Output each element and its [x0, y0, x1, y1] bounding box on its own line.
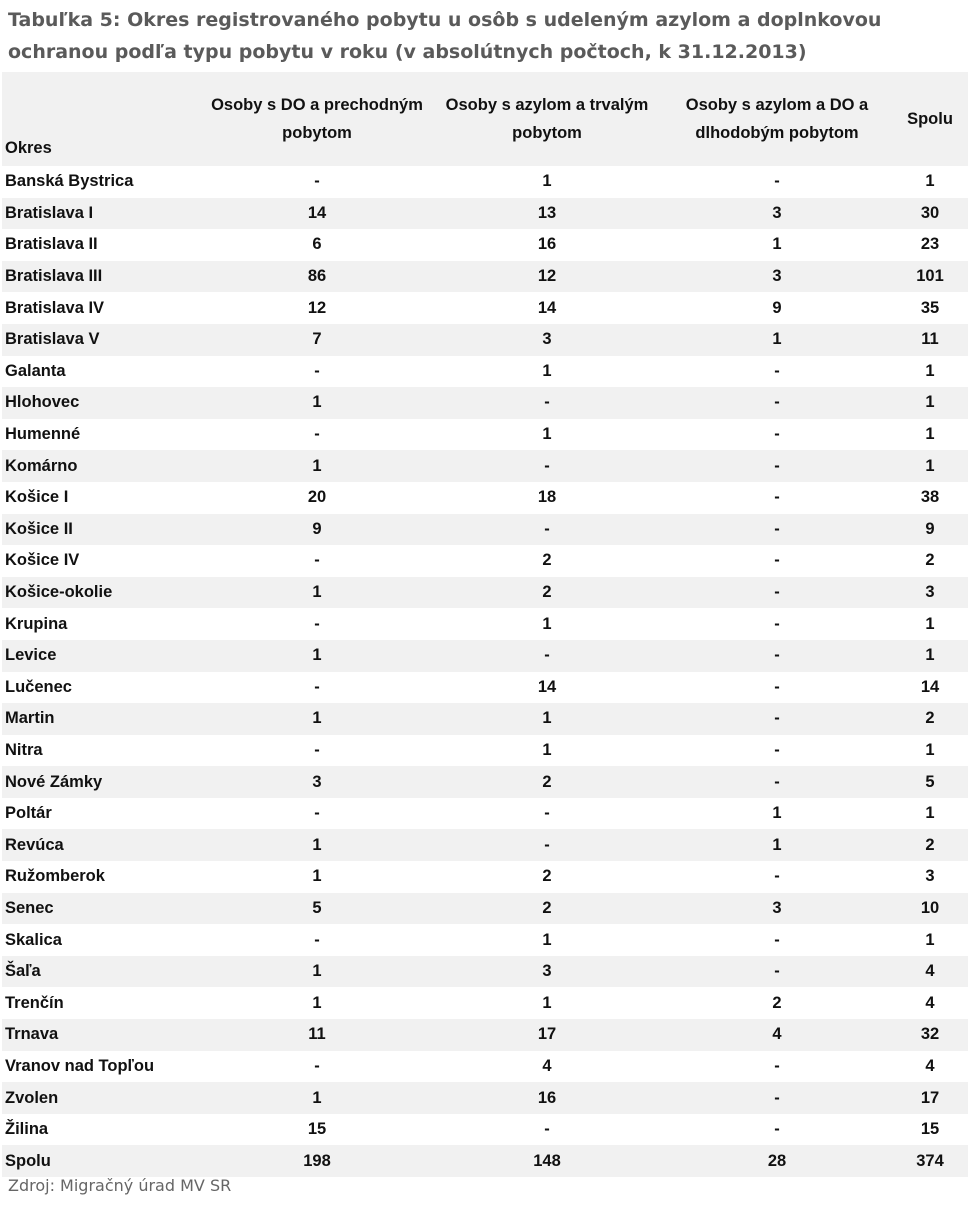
- cell-do-prechodny: 1: [202, 829, 432, 861]
- table-row: [2, 987, 968, 1019]
- cell-azyl-do-dlhodoby: -: [662, 419, 892, 451]
- cell-azyl-do-dlhodoby: -: [662, 703, 892, 735]
- cell-spolu: 1: [892, 419, 968, 451]
- cell-azyl-trvaly: -: [432, 450, 662, 482]
- cell-azyl-do-dlhodoby: -: [662, 1051, 892, 1083]
- cell-spolu: 30: [892, 198, 968, 230]
- cell-azyl-do-dlhodoby: 1: [662, 829, 892, 861]
- cell-azyl-do-dlhodoby: 1: [662, 324, 892, 356]
- cell-azyl-trvaly: 1: [432, 703, 662, 735]
- cell-azyl-do-dlhodoby: -: [662, 956, 892, 988]
- cell-okres: Trnava: [2, 1019, 202, 1051]
- cell-azyl-trvaly: -: [432, 1114, 662, 1146]
- table-row: [2, 766, 968, 798]
- cell-spolu: 3: [892, 577, 968, 609]
- cell-do-prechodny: -: [202, 924, 432, 956]
- cell-okres: Hlohovec: [2, 387, 202, 419]
- cell-azyl-trvaly: 1: [432, 735, 662, 767]
- cell-do-prechodny: -: [202, 735, 432, 767]
- cell-spolu: 1: [892, 798, 968, 830]
- cell-okres: Nitra: [2, 735, 202, 767]
- cell-okres: Bratislava V: [2, 324, 202, 356]
- cell-do-prechodny: 11: [202, 1019, 432, 1051]
- cell-spolu: 4: [892, 956, 968, 988]
- data-table: [2, 72, 968, 1177]
- cell-azyl-do-dlhodoby: 1: [662, 229, 892, 261]
- cell-azyl-trvaly: 1: [432, 924, 662, 956]
- header-row: [2, 72, 968, 166]
- cell-spolu: 1: [892, 924, 968, 956]
- cell-azyl-do-dlhodoby: -: [662, 1114, 892, 1146]
- cell-do-prechodny: 9: [202, 514, 432, 546]
- source-note: Zdroj: Migračný úrad MV SR: [8, 1176, 232, 1195]
- table-row: [2, 829, 968, 861]
- table-row: [2, 924, 968, 956]
- cell-spolu: 32: [892, 1019, 968, 1051]
- table-row: [2, 608, 968, 640]
- cell-azyl-trvaly: 2: [432, 861, 662, 893]
- cell-do-prechodny: -: [202, 545, 432, 577]
- cell-azyl-do-dlhodoby: -: [662, 387, 892, 419]
- cell-azyl-trvaly: 1: [432, 608, 662, 640]
- cell-do-prechodny: 1: [202, 956, 432, 988]
- cell-spolu: 3: [892, 861, 968, 893]
- cell-okres: Senec: [2, 893, 202, 925]
- header-azyl-do-dlhodoby: Osoby s azylom a DO a dlhodobým pobytom: [662, 72, 892, 166]
- cell-azyl-do-dlhodoby: 9: [662, 292, 892, 324]
- cell-azyl-trvaly: 1: [432, 987, 662, 1019]
- table-row: [2, 703, 968, 735]
- table-row: [2, 419, 968, 451]
- table-row: [2, 261, 968, 293]
- cell-spolu: 15: [892, 1114, 968, 1146]
- table-row: [2, 324, 968, 356]
- table-row: [2, 198, 968, 230]
- header-spolu: Spolu: [892, 72, 968, 166]
- cell-okres: Komárno: [2, 450, 202, 482]
- cell-azyl-do-dlhodoby: 3: [662, 893, 892, 925]
- cell-azyl-do-dlhodoby: -: [662, 514, 892, 546]
- cell-do-prechodny: 5: [202, 893, 432, 925]
- cell-do-prechodny: -: [202, 608, 432, 640]
- cell-okres: Spolu: [2, 1145, 202, 1177]
- table-row: [2, 166, 968, 198]
- table-total-row: [2, 1145, 968, 1177]
- cell-spolu: 2: [892, 703, 968, 735]
- cell-do-prechodny: -: [202, 672, 432, 704]
- cell-azyl-do-dlhodoby: -: [662, 640, 892, 672]
- cell-azyl-trvaly: -: [432, 640, 662, 672]
- cell-spolu: 38: [892, 482, 968, 514]
- cell-spolu: 2: [892, 545, 968, 577]
- table-row: [2, 482, 968, 514]
- cell-spolu: 5: [892, 766, 968, 798]
- cell-azyl-trvaly: 3: [432, 324, 662, 356]
- cell-okres: Nové Zámky: [2, 766, 202, 798]
- cell-azyl-trvaly: 4: [432, 1051, 662, 1083]
- cell-azyl-trvaly: 14: [432, 672, 662, 704]
- cell-do-prechodny: 198: [202, 1145, 432, 1177]
- table-row: [2, 735, 968, 767]
- cell-okres: Banská Bystrica: [2, 166, 202, 198]
- table-row: [2, 1051, 968, 1083]
- cell-spolu: 2: [892, 829, 968, 861]
- cell-azyl-do-dlhodoby: 28: [662, 1145, 892, 1177]
- cell-spolu: 1: [892, 387, 968, 419]
- cell-spolu: 1: [892, 166, 968, 198]
- cell-do-prechodny: -: [202, 1051, 432, 1083]
- cell-do-prechodny: 15: [202, 1114, 432, 1146]
- cell-azyl-trvaly: 1: [432, 419, 662, 451]
- table-row: [2, 545, 968, 577]
- table-header: [2, 72, 968, 166]
- cell-azyl-trvaly: -: [432, 387, 662, 419]
- cell-spolu: 23: [892, 229, 968, 261]
- table-row: [2, 229, 968, 261]
- cell-azyl-trvaly: -: [432, 829, 662, 861]
- cell-spolu: 11: [892, 324, 968, 356]
- cell-spolu: 1: [892, 450, 968, 482]
- cell-azyl-do-dlhodoby: -: [662, 577, 892, 609]
- cell-azyl-do-dlhodoby: 3: [662, 198, 892, 230]
- cell-azyl-do-dlhodoby: 2: [662, 987, 892, 1019]
- cell-okres: Vranov nad Topľou: [2, 1051, 202, 1083]
- cell-okres: Levice: [2, 640, 202, 672]
- table-row: [2, 893, 968, 925]
- cell-spolu: 4: [892, 987, 968, 1019]
- cell-okres: Poltár: [2, 798, 202, 830]
- cell-spolu: 10: [892, 893, 968, 925]
- cell-azyl-trvaly: -: [432, 798, 662, 830]
- cell-okres: Trenčín: [2, 987, 202, 1019]
- cell-spolu: 1: [892, 356, 968, 388]
- cell-azyl-trvaly: 2: [432, 577, 662, 609]
- cell-spolu: 14: [892, 672, 968, 704]
- cell-okres: Krupina: [2, 608, 202, 640]
- cell-azyl-trvaly: 13: [432, 198, 662, 230]
- cell-spolu: 101: [892, 261, 968, 293]
- cell-azyl-trvaly: 14: [432, 292, 662, 324]
- table-row: [2, 387, 968, 419]
- cell-azyl-do-dlhodoby: -: [662, 861, 892, 893]
- cell-azyl-do-dlhodoby: 1: [662, 798, 892, 830]
- header-okres: Okres: [2, 72, 202, 166]
- cell-azyl-do-dlhodoby: -: [662, 356, 892, 388]
- cell-spolu: 4: [892, 1051, 968, 1083]
- cell-azyl-trvaly: 1: [432, 356, 662, 388]
- cell-spolu: 17: [892, 1082, 968, 1114]
- table-row: [2, 798, 968, 830]
- cell-azyl-trvaly: 2: [432, 893, 662, 925]
- cell-do-prechodny: 1: [202, 861, 432, 893]
- cell-azyl-trvaly: 2: [432, 545, 662, 577]
- cell-okres: Galanta: [2, 356, 202, 388]
- cell-okres: Košice I: [2, 482, 202, 514]
- table-body: [2, 166, 968, 1177]
- cell-do-prechodny: 86: [202, 261, 432, 293]
- cell-okres: Bratislava I: [2, 198, 202, 230]
- cell-okres: Košice IV: [2, 545, 202, 577]
- cell-azyl-do-dlhodoby: -: [662, 482, 892, 514]
- cell-spolu: 1: [892, 608, 968, 640]
- table-row: [2, 1082, 968, 1114]
- cell-azyl-do-dlhodoby: -: [662, 545, 892, 577]
- cell-okres: Lučenec: [2, 672, 202, 704]
- cell-azyl-do-dlhodoby: -: [662, 672, 892, 704]
- cell-do-prechodny: 6: [202, 229, 432, 261]
- cell-azyl-do-dlhodoby: 4: [662, 1019, 892, 1051]
- cell-do-prechodny: 14: [202, 198, 432, 230]
- cell-azyl-trvaly: 2: [432, 766, 662, 798]
- cell-okres: Žilina: [2, 1114, 202, 1146]
- cell-do-prechodny: 1: [202, 577, 432, 609]
- cell-okres: Bratislava II: [2, 229, 202, 261]
- cell-do-prechodny: -: [202, 356, 432, 388]
- cell-do-prechodny: 12: [202, 292, 432, 324]
- cell-azyl-trvaly: 148: [432, 1145, 662, 1177]
- cell-azyl-trvaly: 18: [432, 482, 662, 514]
- cell-okres: Bratislava IV: [2, 292, 202, 324]
- table-row: [2, 640, 968, 672]
- cell-azyl-do-dlhodoby: -: [662, 166, 892, 198]
- cell-do-prechodny: -: [202, 166, 432, 198]
- cell-azyl-trvaly: 12: [432, 261, 662, 293]
- cell-spolu: 374: [892, 1145, 968, 1177]
- cell-azyl-do-dlhodoby: -: [662, 766, 892, 798]
- cell-azyl-trvaly: 3: [432, 956, 662, 988]
- cell-do-prechodny: -: [202, 798, 432, 830]
- table-row: [2, 356, 968, 388]
- cell-do-prechodny: 1: [202, 640, 432, 672]
- table-title: Tabuľka 5: Okres registrovaného pobytu u osôb s udeleným azylom a doplnkovou ochranou podľa typu pobytu v roku (v absolútnych počtoch, k 31.12.2013): [8, 9, 882, 63]
- cell-okres: Martin: [2, 703, 202, 735]
- cell-okres: Zvolen: [2, 1082, 202, 1114]
- cell-spolu: 9: [892, 514, 968, 546]
- cell-spolu: 1: [892, 640, 968, 672]
- cell-okres: Bratislava III: [2, 261, 202, 293]
- cell-azyl-do-dlhodoby: -: [662, 1082, 892, 1114]
- cell-okres: Šaľa: [2, 956, 202, 988]
- cell-azyl-trvaly: -: [432, 514, 662, 546]
- cell-do-prechodny: 20: [202, 482, 432, 514]
- cell-azyl-trvaly: 16: [432, 229, 662, 261]
- cell-spolu: 1: [892, 735, 968, 767]
- cell-okres: Košice-okolie: [2, 577, 202, 609]
- table-row: [2, 1114, 968, 1146]
- cell-okres: Revúca: [2, 829, 202, 861]
- cell-azyl-do-dlhodoby: -: [662, 450, 892, 482]
- cell-azyl-trvaly: 17: [432, 1019, 662, 1051]
- cell-azyl-trvaly: 1: [432, 166, 662, 198]
- cell-okres: Humenné: [2, 419, 202, 451]
- cell-do-prechodny: 1: [202, 450, 432, 482]
- cell-spolu: 35: [892, 292, 968, 324]
- table-row: [2, 672, 968, 704]
- table-row: [2, 514, 968, 546]
- table-row: [2, 577, 968, 609]
- cell-do-prechodny: 1: [202, 703, 432, 735]
- cell-do-prechodny: 3: [202, 766, 432, 798]
- cell-do-prechodny: 7: [202, 324, 432, 356]
- cell-do-prechodny: 1: [202, 987, 432, 1019]
- table-row: [2, 956, 968, 988]
- cell-okres: Skalica: [2, 924, 202, 956]
- cell-okres: Košice II: [2, 514, 202, 546]
- table-row: [2, 861, 968, 893]
- cell-do-prechodny: -: [202, 419, 432, 451]
- cell-azyl-trvaly: 16: [432, 1082, 662, 1114]
- table-row: [2, 292, 968, 324]
- cell-azyl-do-dlhodoby: -: [662, 608, 892, 640]
- header-azyl-trvaly: Osoby s azylom a trvalým pobytom: [432, 72, 662, 166]
- table-row: [2, 450, 968, 482]
- header-do-prechodny: Osoby s DO a prechodným pobytom: [202, 72, 432, 166]
- cell-do-prechodny: 1: [202, 387, 432, 419]
- cell-do-prechodny: 1: [202, 1082, 432, 1114]
- cell-azyl-do-dlhodoby: -: [662, 924, 892, 956]
- cell-okres: Ružomberok: [2, 861, 202, 893]
- cell-azyl-do-dlhodoby: -: [662, 735, 892, 767]
- cell-azyl-do-dlhodoby: 3: [662, 261, 892, 293]
- table-row: [2, 1019, 968, 1051]
